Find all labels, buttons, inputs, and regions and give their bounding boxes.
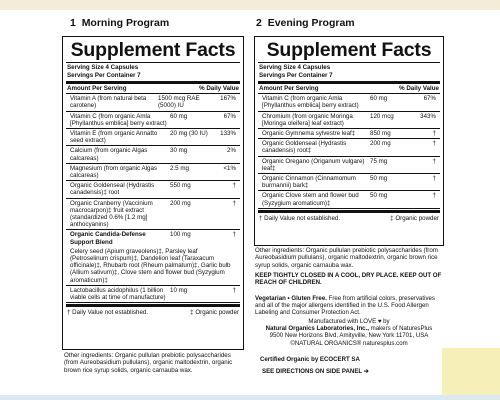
evening-nutrient-list [258, 94, 440, 209]
manufacturer-info [255, 318, 443, 347]
morning-footnote [63, 307, 243, 318]
table-row: Organic Clove stem and flower bud (Syzygium aromaticum)‡ 50 mg † [258, 191, 440, 208]
table-row: Lactobacillus acidophilus (1 billion viable cells at time of manufacture) 10 mg † [66, 286, 240, 303]
certified-organic: Certified Organic by ECOCERT SA [260, 356, 360, 363]
directions-notice: SEE DIRECTIONS ON SIDE PANEL ➔ [262, 368, 369, 375]
top-color-band [0, 0, 500, 10]
table-row: Organic Oregano (Origanum vulgare) leaf‡ 75 mg † [258, 157, 440, 174]
evening-other-ingredients: Other ingredients: Organic pullulan prebiotic polysaccharides (from Aureobasidium pullulans), organic maltodextrin, organic brown rice syrup solids, organic carnauba wax. [255, 247, 438, 269]
allergen-statement: Free from artificial colors, preservatives and all of the major allergens identified in the U.S. Food Allergen Labeling and Consumer Protection Act. [255, 295, 435, 317]
company-name: Natural Organics Laboratories, Inc., [265, 325, 369, 333]
morning-serving-size: Serving Size 4 Capsules [67, 64, 139, 71]
evening-serving-size: Serving Size 4 Capsules [259, 64, 331, 71]
morning-footnote-right: ‡ Organic powder [190, 309, 239, 317]
evening-footnote-left: † Daily Value not established. [259, 214, 341, 222]
company-address: 9500 New Horizons Blvd, Amityville, New York 11701, USA [269, 332, 429, 340]
morning-supplement-facts-panel [62, 36, 244, 350]
morning-table-header [63, 84, 243, 93]
morning-nutrient-list [66, 94, 240, 303]
table-row: Organic Candida-Defense Support Blend 100 mg † [70, 231, 236, 246]
table-row: Vitamin A (from natural beta carotene) 1500 mcg RAE (5000) IU 167% [66, 94, 240, 111]
table-row: Organic Goldenseal (Hydrastis canadensis)‡ root 550 mg † [66, 181, 240, 198]
morning-heading [70, 17, 169, 29]
evening-heading-text: Evening Program [267, 17, 355, 29]
evening-heading [256, 17, 355, 29]
table-row: Organic Goldenseal (Hydrastis canadensis) root‡ 200 mg † [258, 139, 440, 156]
manufactured-line: Manufactured with LOVE ♥ by [308, 318, 390, 325]
table-row: Organic Cinnamon (Cinnamomum burmannii) bark‡ 50 mg † [258, 174, 440, 191]
morning-dv-header: % Daily Value [199, 84, 239, 92]
evening-servings-per-container: Servings Per Container 7 [259, 72, 333, 80]
table-row: Magnesium (from organic Algas calcareas) 2.5 mg <1% [66, 164, 240, 181]
evening-footnote [255, 213, 443, 224]
table-row: Chromium (from organic Moringa [Moringa oleifera] leaf extract) 120 mcg 343% [258, 112, 440, 129]
evening-panel-title: Supplement Facts [266, 39, 432, 61]
copyright-website: ©NATURAL ORGANICS® naturesplus.com [290, 339, 408, 347]
morning-servings-per-container: Servings Per Container 7 [67, 72, 141, 80]
evening-supplement-facts-panel [254, 36, 444, 246]
blue-bottom-band [0, 395, 500, 400]
evening-amount-header: Amount Per Serving [259, 84, 319, 92]
evening-step-number: 2 [256, 17, 262, 29]
table-row: Vitamin E (from organic Annatto seed extract) 20 mg (30 IU) 133% [66, 129, 240, 146]
morning-footnote-left: † Daily Value not established. [67, 309, 149, 317]
morning-step-number: 1 [70, 17, 76, 29]
evening-footnote-right: ‡ Organic powder [390, 214, 439, 222]
yellow-accent-band [442, 348, 500, 400]
table-row: Organic Cranberry (Vaccinium macrocarpon)‡ fruit extract (standardized 0.6% [1.2 mg] anthocyanins) 200 mg † [66, 199, 240, 231]
company-brand: makers of NaturesPlus [368, 325, 433, 333]
table-row: Calcium (from organic Algas calcareas) 30 mg 2% [66, 146, 240, 163]
morning-panel-title: Supplement Facts [70, 39, 236, 61]
storage-warning: KEEP TIGHTLY CLOSED IN A COOL, DRY PLACE. KEEP OUT OF REACH OF CHILDREN. [255, 272, 442, 287]
evening-dv-header: % Daily Value [399, 84, 439, 92]
table-row: Organic Gymnema sylvestre leaf‡ 850 mg † [258, 129, 440, 139]
table-row: Vitamin C (from organic Amla [Phyllanthus emblica] berry extract) 60 mg 67% [66, 112, 240, 129]
table-row: Vitamin C (from organic Amla [Phyllanthus emblica] berry extract) 60 mg 67% [258, 94, 440, 111]
table-row: Celery seed (Apium graveolens)‡, Parsley leaf (Petroselinum crispum)‡, Dandelion leaf (Taraxacum officinale)‡, Rhubarb root (Rheum palmatum)‡, Garlic bulb (Allium sativum)‡, Clove stem and flower bud (Syzygium aromaticum)‡ [66, 247, 240, 286]
morning-amount-header: Amount Per Serving [67, 84, 127, 92]
vegetarian-label: Vegetarian • Gluten Free. [255, 295, 327, 302]
morning-heading-text: Morning Program [81, 17, 170, 29]
evening-table-header [255, 84, 443, 93]
vegetarian-statement [255, 295, 443, 317]
morning-other-ingredients: Other ingredients: Organic pullulan prebiotic polysaccharides (from Aureobasidium pullulans), organic maltodextrin, organic brown rice syrup solids, organic carnauba wax. [64, 352, 233, 374]
